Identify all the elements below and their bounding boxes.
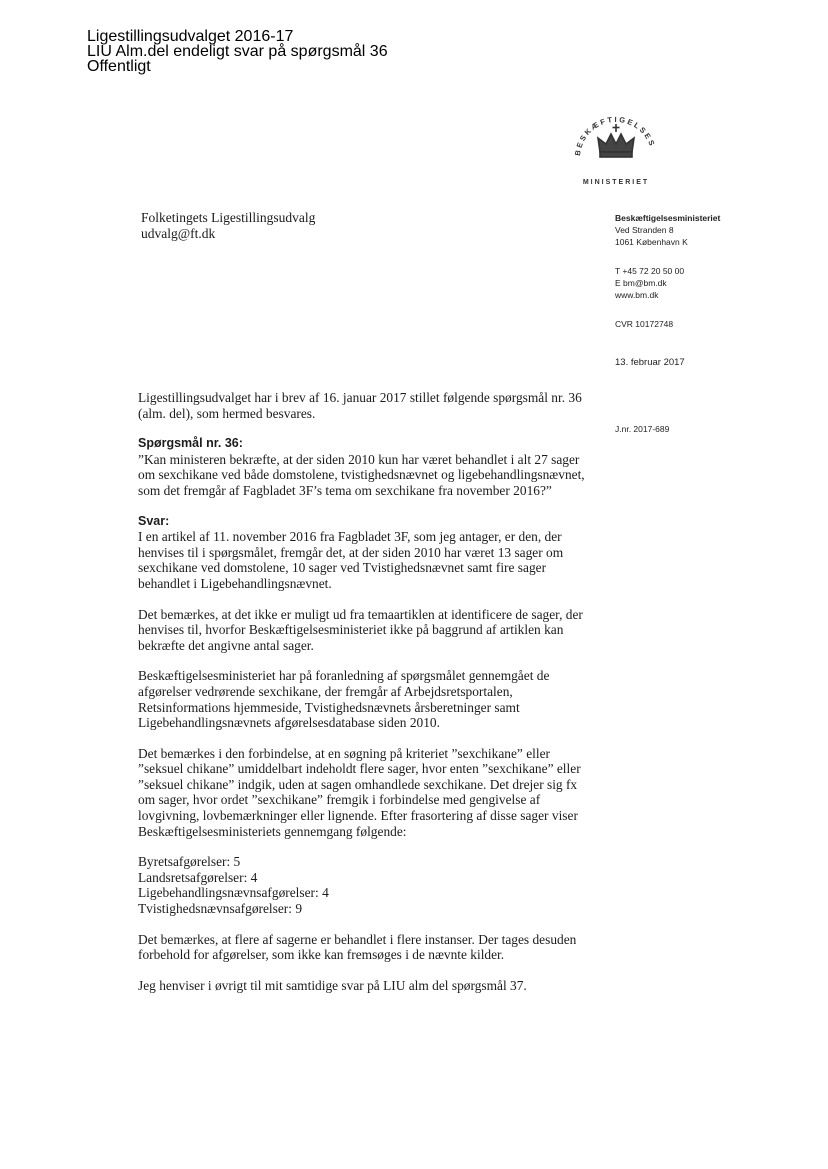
- sender-email: E bm@bm.dk: [615, 278, 667, 288]
- document-header-stamp: [87, 29, 388, 74]
- list-item: Byretsafgørelser: 5: [138, 854, 241, 870]
- document-reference: LIU Alm.del endeligt svar på spørgsmål 36: [87, 43, 388, 60]
- answer-paragraph: Det bemærkes, at flere af sagerne er behandlet i flere instanser. Der tages desuden forbehold for afgørelser, som ikke kan fremsøges i de nævnte kilder.: [138, 931, 577, 963]
- letter-body: [138, 390, 588, 993]
- intro-paragraph: Ligestillingsudvalget har i brev af 16. januar 2017 stillet følgende spørgsmål nr. 36 (alm. del), som hermed besvares.: [138, 390, 582, 421]
- publicity-status: Offentligt: [87, 58, 151, 75]
- decision-counts-list: [138, 854, 588, 916]
- journal-number: J.nr. 2017-689: [615, 424, 670, 434]
- recipient-email: udvalg@ft.dk: [141, 226, 216, 241]
- sender-web: www.bm.dk: [615, 290, 659, 300]
- recipient-name: Folketingets Ligestillingsudvalg: [141, 210, 316, 225]
- question-heading: Spørgsmål nr. 36:: [138, 436, 243, 451]
- ministry-logo: [566, 100, 666, 190]
- sender-phone: T +45 72 20 50 00: [615, 266, 685, 276]
- sender-cvr: CVR 10172748: [615, 319, 674, 329]
- svg-text:BESKÆFTIGELSES: BESKÆFTIGELSES: [572, 114, 658, 157]
- answer-paragraph: Beskæftigelsesministeriet har på foranledning af spørgsmålet gennemgået de afgørelser vedrørende sexchikane, der fremgår af Arbejdsretsportalen, Retsinformations hjemmeside, Tvistighedsnævnets årsberetninger samt Ligebehandlingsnævnets afgørelsesdatabase siden 2010.: [138, 668, 550, 731]
- answer-paragraph: I en artikel af 11. november 2016 fra Fagbladet 3F, som jeg antager, er den, der henvises til i spørgsmålet, fremgår det, at der siden 2010 har været 13 sager om sexchikane ved domstolene, 10 sager ved Tvistighedsnævnet samt fire sager behandlet i Ligebehandlingsnævnet.: [138, 529, 564, 591]
- list-item: Ligebehandlingsnævnsafgørelser: 4: [138, 885, 329, 901]
- answer-heading: Svar:: [138, 513, 170, 528]
- committee-session: Ligestillingsudvalget 2016-17: [87, 28, 294, 45]
- list-item: Landsretsafgørelser: 4: [138, 869, 258, 885]
- sender-city: 1061 København K: [615, 237, 688, 247]
- closing-paragraph: Jeg henviser i øvrigt til mit samtidige svar på LIU alm del spørgsmål 37.: [138, 977, 527, 993]
- recipient-address: [141, 210, 315, 242]
- question-text: ”Kan ministeren bekræfte, at der siden 2010 kun har været behandlet i alt 27 sager om sexchikane ved både domstolene, tvistighedsnævnet og ligebehandlingsnævnet, som det fremgår af Fagbladet 3F’s tema om sexchikane fra november 2016?”: [138, 451, 585, 498]
- letter-date: 13. februar 2017: [615, 357, 685, 368]
- crown-icon: [598, 124, 634, 157]
- sender-street: Ved Stranden 8: [615, 225, 674, 235]
- answer-paragraph: Det bemærkes i den forbindelse, at en søgning på kriteriet ”sexchikane” eller ”seksuel chikane” umiddelbart indeholdt flere sager, hvor enten ”sexchikane” eller ”seksuel chikane” indgik, uden at sagen omhandlede sexchikane. Det drejer sig fx om sager, hvor ordet ”sexchikane” fremgik i forbindelse med gengivelse af lovgivning, lovbemærkninger eller lignende. Efter frasortering af disse sager viser Beskæftigelsesministeriets gennemgang følgende:: [138, 745, 581, 839]
- list-item: Tvistighedsnævnsafgørelser: 9: [138, 901, 303, 917]
- answer-paragraph: Det bemærkes, at det ikke er muligt ud fra temaartiklen at identificere de sager, der henvises til, hvorfor Beskæftigelsesministeriet ikke på baggrund af artiklen kan bekræfte det angivne antal sager.: [138, 606, 583, 653]
- sender-ministry: Beskæftigelsesministeriet: [615, 213, 721, 223]
- svg-text:MINISTERIET: MINISTERIET: [582, 179, 650, 186]
